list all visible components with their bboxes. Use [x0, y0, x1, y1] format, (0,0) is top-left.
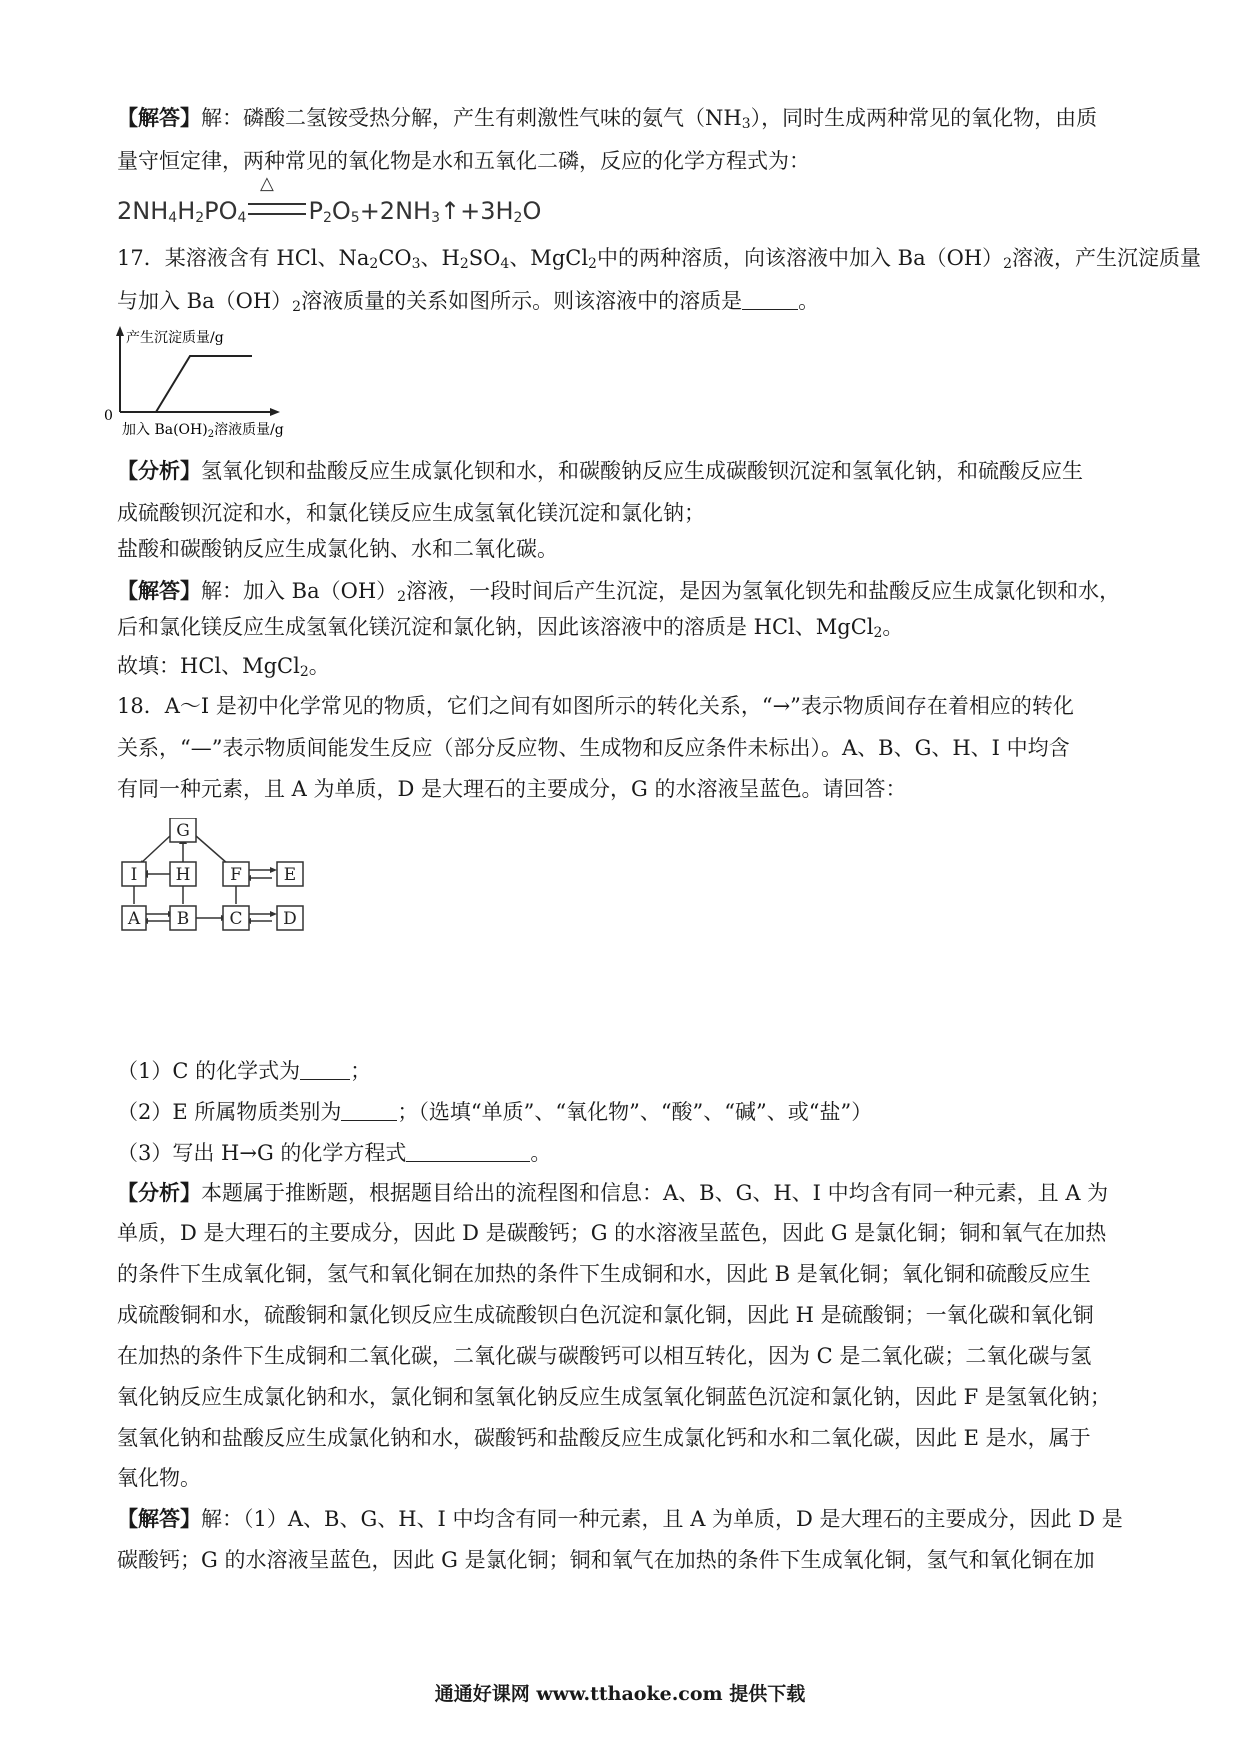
node-h: H: [175, 865, 191, 885]
q18-analysis-line-5: 在加热的条件下生成铜和二氧化碳，二氧化碳与碳酸钙可以相互转化，因为 C 是二氧化碳；二氧化碳与氢: [117, 1344, 1092, 1368]
q18-conversion-diagram: [118, 818, 358, 1044]
edge-g-i: [140, 836, 170, 864]
heat-condition: △: [260, 173, 274, 194]
q16-answer-line-2: 量守恒定律，两种常见的氧化物是水和五氧化二磷，反应的化学方程式为：: [117, 149, 810, 173]
q18-line-1: 18．A～I 是初中化学常见的物质，它们之间有如图所示的转化关系，“→”表示物质间存在着相应的转化: [117, 694, 1074, 718]
q17-answer-line-2: 后和氯化镁反应生成氢氧化镁沉淀和氯化钠，因此该溶液中的溶质是 HCl、MgCl$_2$。: [117, 615, 904, 641]
node-e: E: [283, 865, 297, 885]
y-axis-arrow: [116, 326, 124, 336]
q18-analysis-line-3: 的条件下生成氧化铜，氢气和氧化铜在加热的条件下生成铜和水，因此 B 是氧化铜；氧化铜和硫酸反应生: [117, 1262, 1091, 1286]
q17-answer-line-1: 【解答】解：加入 $Ba(OH)_2$溶液，一段时间后产生沉淀，是因为氢氧化钡先和盐酸反应生成氯化钡和水，: [117, 578, 1121, 605]
q18-analysis-line-1: 【分析】本题属于推断题，根据题目给出的流程图和信息：A、B、G、H、I 中均含有同一种元素，且 A 为: [117, 1180, 1109, 1205]
edge-g-f: [196, 836, 228, 864]
x-axis-label: 加入 $Ba(OH)_2$溶液质量/g: [122, 422, 284, 440]
q18-blank-3[interactable]: [406, 1137, 530, 1162]
q16-chemical-equation: △ $2NH_4H_2PO_4$ $P_2O_5+2NH_3↑+3H_2O$: [117, 173, 542, 226]
q18-analysis-line-2: 单质，D 是大理石的主要成分，因此 D 是碳酸钙；G 的水溶液呈蓝色，因此 G 是氯化铜；铜和氧气在加热: [117, 1221, 1107, 1245]
equation-double-bar: [248, 203, 306, 215]
q18-analysis-line-7: 氢氧化钠和盐酸反应生成氯化钠和水，碳酸钙和盐酸反应生成氯化钙和水和二氧化碳，因此 E 是水，属于: [117, 1426, 1091, 1450]
node-b: B: [176, 909, 190, 929]
q17-graph: [100, 322, 330, 442]
arrow-f-e: [270, 867, 277, 873]
arrow-c-d: [270, 911, 277, 917]
q17-analysis-line-1: 【分析】氢氧化钡和盐酸反应生成氯化钡和水，和碳酸钠反应生成碳酸钡沉淀和氢氧化钠，和硫酸反应生: [117, 458, 1083, 483]
node-a: A: [127, 909, 141, 929]
x-axis-arrow: [270, 408, 280, 416]
q17-answer-blank[interactable]: [742, 285, 798, 310]
node-f: F: [230, 865, 242, 885]
precipitate-curve: [156, 356, 252, 412]
q16-answer-line-1: 【解答】解：磷酸二氢铵受热分解，产生有刺激性气味的氨气$(NH_3)$，同时生成两种常见的氧化物，由质: [117, 105, 1098, 132]
q18-blank-2[interactable]: [341, 1096, 397, 1121]
q18-analysis-line-4: 成硫酸铜和水，硫酸铜和氯化钡反应生成硫酸钡白色沉淀和氯化铜，因此 H 是硫酸铜；一氧化碳和氧化铜: [117, 1303, 1094, 1327]
q17-fill-line: 故填：HCl、MgCl$_2$。: [117, 654, 330, 680]
q18-line-3: 有同一种元素，且 A 为单质，D 是大理石的主要成分，G 的水溶液呈蓝色。请回答：: [117, 777, 907, 801]
q18-answer-line-1: 【解答】解：（1）A、B、G、H、I 中均含有同一种元素，且 A 为单质，D 是大理石的主要成分，因此 D 是: [117, 1506, 1123, 1531]
q17-line-2: 与加入 $Ba(OH)_2$溶液质量的关系如图所示。则该溶液中的溶质是 。: [117, 285, 1127, 323]
q17-analysis-line-2: 成硫酸钡沉淀和水，和氯化镁反应生成氢氧化镁沉淀和氯化钠；: [117, 501, 705, 525]
y-axis-label: 产生沉淀质量/g: [126, 330, 224, 346]
q18-sub-question-2: （2）E 所属物质类别为 ；（选填“单质”、“氧化物”、“酸”、“碱”、或“盐”）: [117, 1096, 1127, 1128]
node-d: D: [283, 909, 297, 929]
node-i: I: [130, 865, 138, 885]
q18-sub-question-3: （3）写出 H→G 的化学方程式 。: [117, 1137, 1127, 1169]
q18-sub-question-1: （1）C 的化学式为 ；: [117, 1055, 1127, 1087]
q18-answer-line-2: 碳酸钙；G 的水溶液呈蓝色，因此 G 是氯化铜；铜和氧气在加热的条件下生成氧化铜，氢气和氧化铜在加: [117, 1548, 1095, 1572]
q18-line-2: 关系，“—”表示物质间能发生反应（部分反应物、生成物和反应条件未标出）。A、B、G、H、I 中均含: [117, 736, 1070, 760]
q18-blank-1[interactable]: [300, 1055, 350, 1080]
node-g: G: [176, 821, 190, 841]
origin-label: 0: [104, 408, 113, 424]
page-footer: 通通好课网 www.tthaoke.com 提供下载: [434, 1683, 806, 1705]
node-c: C: [229, 909, 243, 929]
q17-line-1: 17．某溶液含有 HCl、$Na_2CO_3$、$H_2SO_4$、MgCl$_2$中的两种溶质，向该溶液中加入 $Ba(OH)_2$溶液，产生沉淀质量: [117, 246, 1202, 272]
q17-analysis-line-3: 盐酸和碳酸钠反应生成氯化钠、水和二氧化碳。: [117, 537, 558, 561]
q18-analysis-line-6: 氧化钠反应生成氯化钠和水，氯化铜和氢氧化钠反应生成氢氧化铜蓝色沉淀和氯化钠，因此 F 是氢氧化钠；: [117, 1385, 1111, 1409]
q18-analysis-line-8: 氧化物。: [117, 1466, 201, 1490]
